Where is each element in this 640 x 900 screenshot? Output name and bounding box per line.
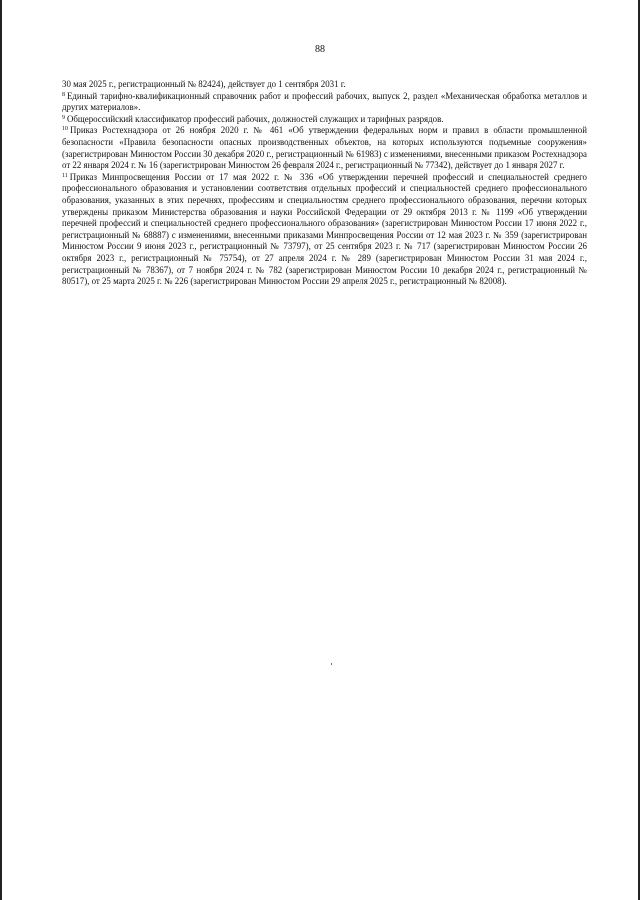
footnotes-block <box>62 79 587 288</box>
footnote-text: Приказ Минпросвещения России от 17 мая 2022 г. № 336 «Об утверждении перечней профессий и специальностей среднего профессионального образования и установлении соответствия отдельных профессий и специальностей среднего профессионального образования, указанных в этих перечнях, профессиям и специальностям среднего профессионального образования, перечни которых утверждены приказом Министерства образования и науки Российской Федерации от 29 октября 2013 г. № 1199 «Об утверждении перечней профессий и специальностей среднего профессионального образования» (зарегистрирован Минюстом России 17 июня 2022 г., регистрационный № 68887) с изменениями, внесенными приказами Минпросвещения России от 12 мая 2023 г. № 359 (зарегистрирован Минюстом России 9 июня 2023 г., регистрационный № 73797), от 25 сентября 2023 г. № 717 (зарегистрирован Минюстом России 26 октября 2023 г., регистрационный № 75754), от 27 апреля 2024 г. № 289 (зарегистрирован Минюстом России 31 мая 2024 г., регистрационный № 78367), от 7 ноября 2024 г. № 782 (зарегистрирован Минюстом России 10 декабря 2024 г., регистрационный № 80517), от 25 марта 2025 г. № 226 (зарегистрирован Минюстом России 29 апреля 2025 г., регистрационный № 82008). <box>62 171 587 287</box>
scan-border-left <box>0 0 2 900</box>
footnote-11 <box>62 172 587 288</box>
footnote-continuation <box>62 79 587 91</box>
footnote-text: Приказ Ростехнадзора от 26 ноября 2020 г. № 461 «Об утверждении федеральных норм и правил в области промышленной безопасности «Правила безопасности опасных производственных объектов, на которых используются подъемные сооружения» (зарегистрирован Минюстом России 30 декабря 2020 г., регистрационный № 61983) с изменениями, внесенными приказом Ростехнадзора от 22 января 2024 г. № 16 (зарегистрирован Минюстом 26 февраля 2024 г., регистрационный № 77342), действует до 1 января 2027 г. <box>62 125 587 171</box>
footnote-10 <box>62 125 587 171</box>
footnote-8 <box>62 91 587 114</box>
footnote-marker: 11 <box>62 172 68 179</box>
footnote-text: 30 мая 2025 г., регистрационный № 82424), действует до 1 сентября 2031 г. <box>62 79 346 89</box>
scan-speck <box>331 663 332 665</box>
page-number: 88 <box>315 44 325 55</box>
footnote-marker: 9 <box>62 114 65 121</box>
footnote-marker: 8 <box>62 91 65 98</box>
footnote-text: Единый тарифно-квалификационный справочник работ и профессий рабочих, выпуск 2, раздел «Механическая обработка металлов и других материалов». <box>62 90 587 113</box>
footnote-text: Общероссийский классификатор профессий рабочих, должностей служащих и тарифных разрядов. <box>67 113 444 124</box>
footnote-9 <box>62 114 587 126</box>
footnote-marker: 10 <box>62 126 68 133</box>
